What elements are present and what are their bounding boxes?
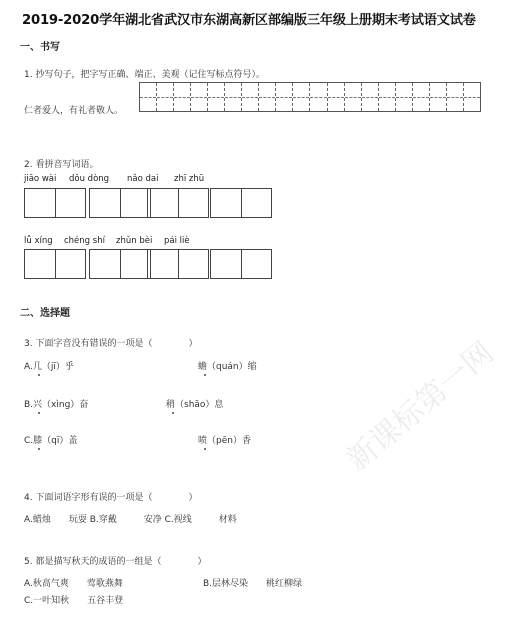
question-4-prompt: 4. 下面词语字形有误的一项是（ ） — [24, 493, 198, 503]
q3-option-b2: 稍（shāo）息 — [166, 400, 224, 410]
answer-box-7[interactable] — [147, 249, 209, 279]
answer-box-5[interactable] — [24, 249, 86, 279]
pinyin-1: jiāo wài — [24, 174, 57, 184]
answer-box-8[interactable] — [210, 249, 272, 279]
pinyin-7: zhǔn bèi — [116, 236, 153, 246]
answer-box-6[interactable] — [89, 249, 151, 279]
section-heading-writing: 一、书写 — [20, 42, 60, 53]
q5-option-b[interactable]: B.层林尽染 桃红柳绿 — [203, 579, 303, 589]
emphasis-dot — [38, 374, 40, 376]
q5-option-c[interactable]: C.一叶知秋 五谷丰登 — [24, 596, 124, 606]
q3-option-c1[interactable]: C.膝（qī）盖 — [24, 436, 78, 446]
q3-option-a2: 蟾（quán）缩 — [198, 362, 257, 372]
pinyin-3: nǎo dai — [127, 174, 159, 184]
answer-box-2[interactable] — [89, 188, 151, 218]
question-1-prompt: 1. 抄写句子，把字写正确、端正、美观（记住写标点符号）。 — [24, 70, 265, 80]
pinyin-2: dǒu dòng — [69, 174, 110, 184]
answer-box-4[interactable] — [210, 188, 272, 218]
question-5-prompt: 5. 都是描写秋天的成语的一组是（ ） — [24, 557, 207, 567]
q5-option-a[interactable]: A.秋高气爽 莺歌燕舞 — [24, 579, 123, 589]
section-heading-choice: 二、选择题 — [20, 308, 70, 319]
q3-option-c2: 喷（pēn）香 — [198, 436, 251, 446]
emphasis-dot — [204, 374, 206, 376]
page-title: 2019-2020学年湖北省武汉市东湖高新区部编版三年级上册期末考试语文试卷 — [22, 13, 476, 28]
answer-box-3[interactable] — [147, 188, 209, 218]
watermark: 新课标第一网 — [340, 335, 501, 478]
copy-sentence: 仁者爱人，有礼者敬人。 — [24, 106, 124, 116]
emphasis-dot — [204, 448, 206, 450]
emphasis-dot — [172, 412, 174, 414]
pinyin-8: pái liè — [164, 236, 190, 246]
writing-grid[interactable] — [139, 82, 481, 112]
emphasis-dot — [38, 448, 40, 450]
question-3-prompt: 3. 下面字音没有错误的一项是（ ） — [24, 339, 198, 349]
pinyin-5: lǚ xíng — [24, 236, 53, 246]
answer-box-1[interactable] — [24, 188, 86, 218]
q4-options[interactable]: A.蜡烛 玩耍 B.穿戴 安净 C.视线 材料 — [24, 515, 237, 525]
q3-option-b1[interactable]: B.兴（xìng）奋 — [24, 400, 89, 410]
pinyin-6: chéng shí — [64, 236, 105, 246]
question-2-prompt: 2. 看拼音写词语。 — [24, 160, 99, 170]
pinyin-4: zhī zhū — [174, 174, 205, 184]
emphasis-dot — [38, 412, 40, 414]
q3-option-a1[interactable]: A.几（jī）乎 — [24, 362, 74, 372]
